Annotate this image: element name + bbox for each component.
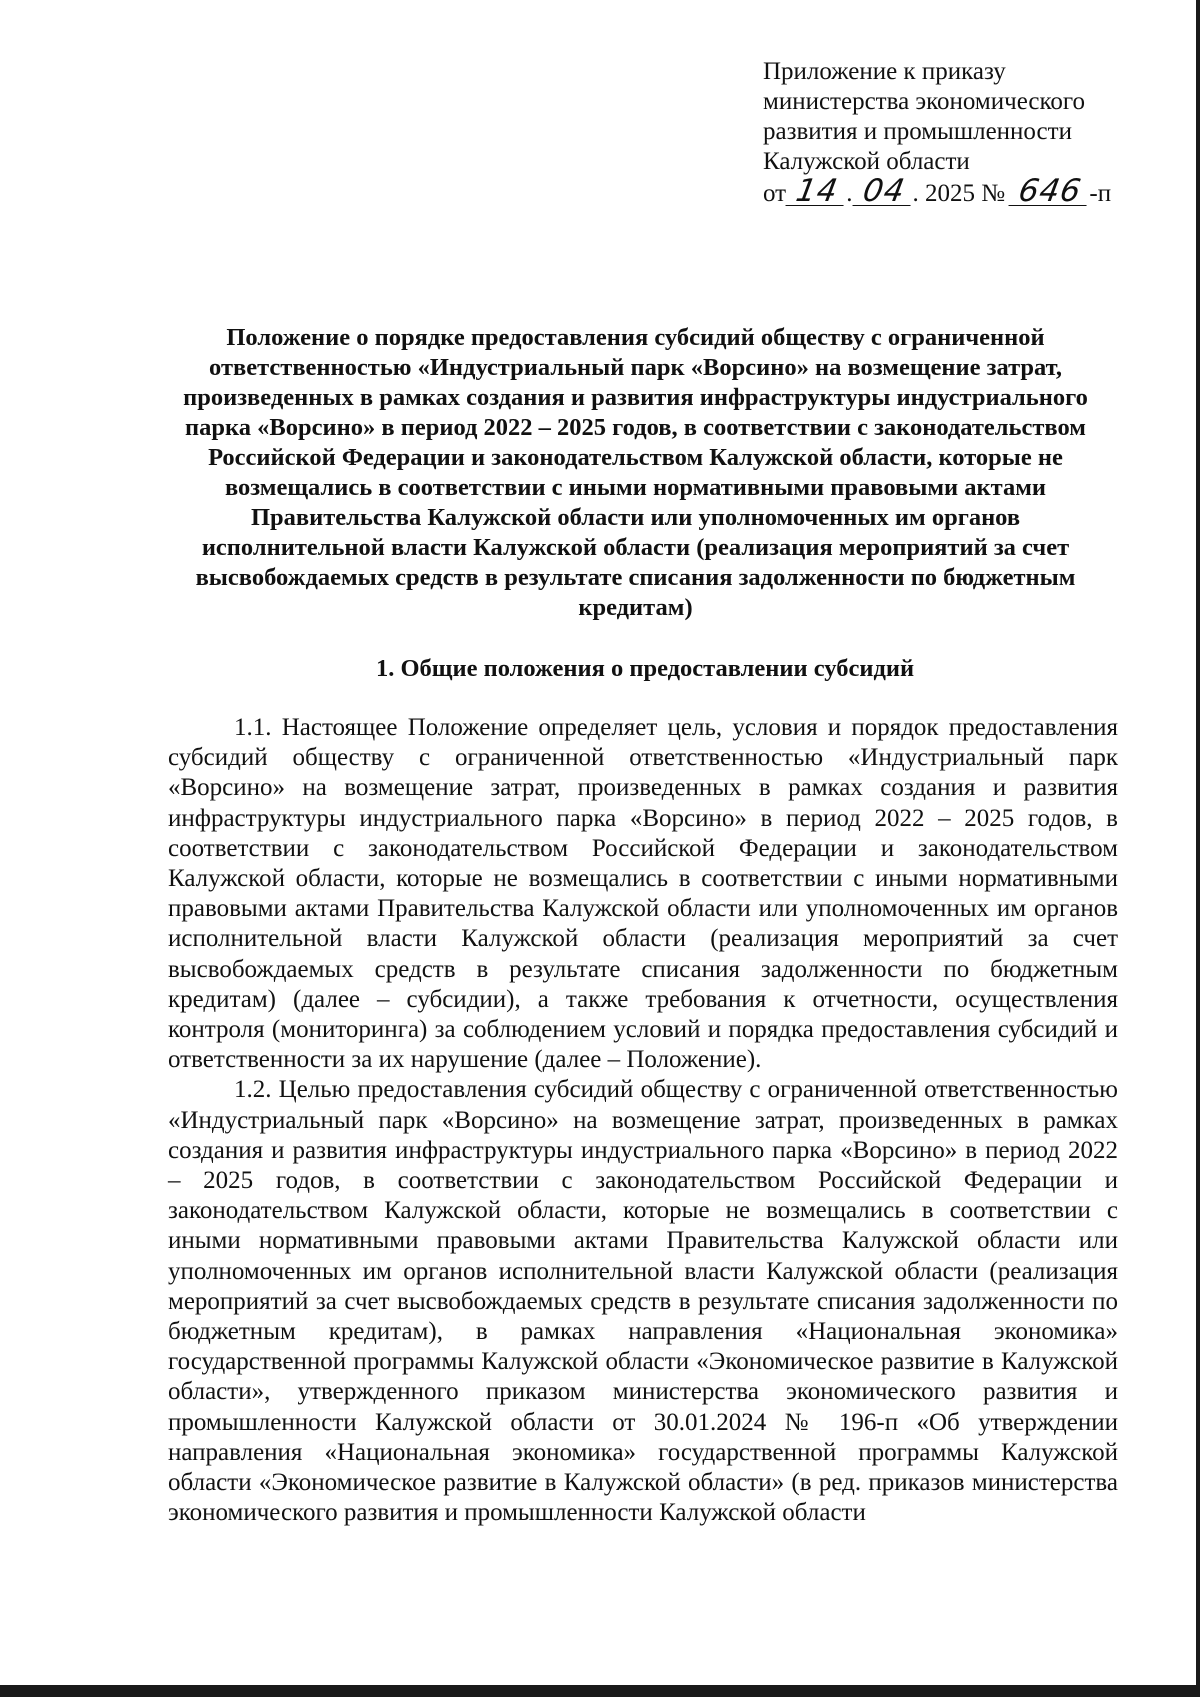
scan-border-bottom — [0, 1685, 1200, 1697]
paragraph-1-2: 1.2. Целью предоставления субсидий обществу с ограниченной ответственностью «Индустриальный парк «Ворсино» на возмещение затрат, произведенных в рамках создания и развития инфраструктуры индустриального парка «Ворсино» в период 2022 – 2025 годов, в соответствии с законодательством Российской Федерации и законодательством Калужской области, которые не возмещались в соответствии с иными нормативными правовыми актами Правительства Калужской области или уполномоченных им органов исполнительной власти Калужской области (реализация мероприятий за счет высвобождаемых средств в результате списания задолженности по бюджетным кредитам), в рамках направления «Национальная экономика» государственной программы Калужской области «Экономическое развитие в Калужской области», утвержденного приказом министерства экономического развития и промышленности Калужской области от 30.01.2024 № 196-п «Об утверждении направления «Национальная экономика» государственной программы Калужской области «Экономическое развитие в Калужской области» (в ред. приказов министерства экономического развития и промышленности Калужской области — [168, 1076, 1118, 1527]
annex-line: Калужской области — [763, 148, 970, 175]
annex-block — [763, 57, 1123, 209]
scan-border-right — [1196, 0, 1200, 1697]
paragraph-1-1: 1.1. Настоящее Положение определяет цель, условия и порядок предоставления субсидий обществу с ограниченной ответственностью «Индустриальный парк «Ворсино» на возмещение затрат, произведенных в рамках создания и развития инфраструктуры индустриального парка «Ворсино» в период 2022 – 2025 годов, в соответствии с законодательством Российской Федерации и законодательством Калужской области, которые не возмещались в соответствии с иными нормативными правовыми актами Правительства Калужской области или уполномоченных им органов исполнительной власти Калужской области (реализация мероприятий за счет высвобождаемых средств в результате списания задолженности по бюджетным кредитам) (далее – субсидии), а также требования к отчетности, осуществления контроля (мониторинга) за соблюдением условий и порядка предоставления субсидий и ответственности за их нарушение (далее – Положение). — [168, 714, 1118, 1074]
number-suffix: -п — [1089, 180, 1112, 207]
date-prefix: от — [763, 180, 787, 207]
section-heading: 1. Общие положения о предоставлении субсидий — [376, 655, 915, 682]
handwritten-day: 14 — [786, 177, 849, 206]
document-title: Положение о порядке предоставления субсидий обществу с ограниченной ответственностью «Индустриальный парк «Ворсино» на возмещение затрат, произведенных в рамках создания и развития инфраструктуры индустриального парка «Ворсино» в период 2022 – 2025 годов, в соответствии с законодательством Российской Федерации и законодательством Калужской области, которые не возмещались в соответствии с иными нормативными правовыми актами Правительства Калужской области или уполномоченных им органов исполнительной власти Калужской области (реализация мероприятий за счет высвобождаемых средств в результате списания задолженности по бюджетным кредитам) — [183, 324, 1088, 621]
annex-date-line — [763, 173, 1123, 209]
annex-line: развития и промышленности — [763, 118, 1072, 145]
date-year: . 2025 № — [912, 180, 1006, 207]
handwritten-order-number: 646 — [1009, 177, 1092, 206]
handwritten-month: 04 — [852, 177, 915, 206]
document-body — [168, 713, 1118, 1528]
annex-line: министерства экономического — [763, 88, 1086, 115]
date-separator: . — [846, 180, 853, 207]
annex-line: Приложение к приказу — [763, 58, 1006, 85]
